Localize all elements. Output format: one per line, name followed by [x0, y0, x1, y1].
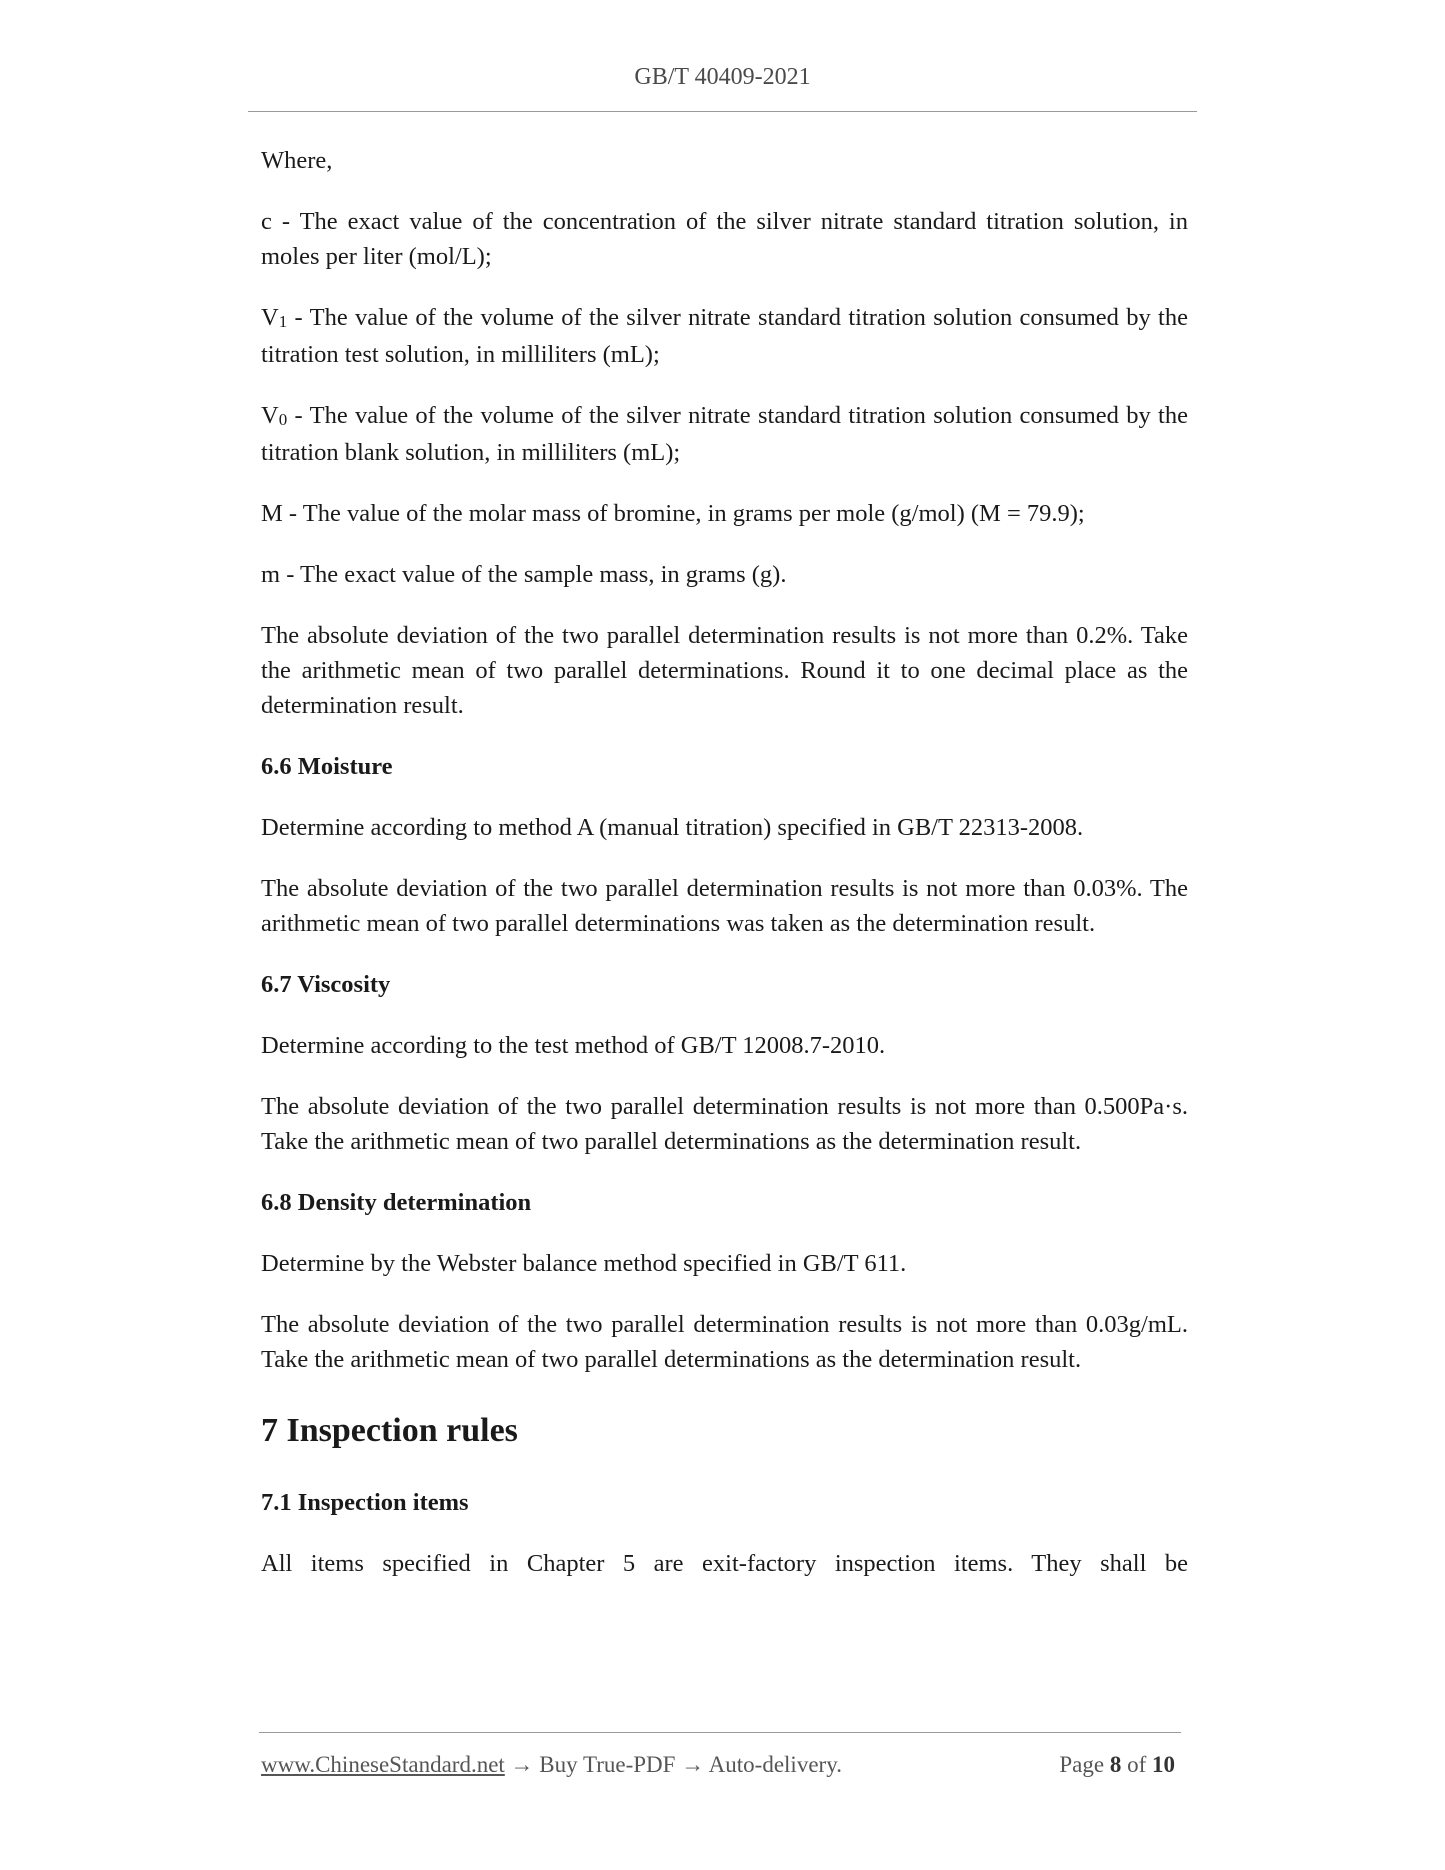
running-header: GB/T 40409-2021: [634, 64, 811, 90]
definition-subscript: 0: [278, 410, 288, 429]
definition-symbol: V: [261, 304, 279, 331]
section-6-8-method: Determine by the Webster balance method specified in GB/T 611.: [261, 1250, 907, 1277]
section-7-1-text: All items specified in Chapter 5 are exit-factory inspection items. They shall be: [261, 1550, 1188, 1577]
header-divider: [248, 111, 1197, 112]
definition-text: - The exact value of the sample mass, in grams (g).: [280, 561, 787, 588]
arrow-right-icon: →: [681, 1752, 705, 1777]
footer-divider: [259, 1732, 1181, 1733]
section-6-6-heading: 6.6 Moisture: [261, 753, 393, 780]
definition-subscript: 1: [278, 312, 288, 331]
page-label: Page: [1059, 1752, 1105, 1777]
section-6-7-method: Determine according to the test method of GB/T 12008.7-2010.: [261, 1032, 886, 1059]
page-content: [261, 143, 1188, 1607]
chapter-7-heading: 7 Inspection rules: [261, 1412, 518, 1449]
definition-symbol: V: [261, 402, 279, 429]
page-number: [1059, 1750, 1175, 1780]
footer-left: [261, 1750, 842, 1780]
definition-symbol: m: [261, 561, 281, 588]
site-link[interactable]: www.ChineseStandard.net: [261, 1752, 505, 1777]
section-6-7-deviation: The absolute deviation of the two parallel determination results is not more than 0.500Pa·s. Take the arithmetic mean of two parallel determinations as the determination result.: [261, 1093, 1188, 1155]
definition-text: - The value of the molar mass of bromine, in grams per mole (g/mol) (M = 79.9);: [282, 500, 1085, 527]
definition-m: [261, 557, 1188, 592]
definition-v0: [261, 398, 1188, 470]
definition-symbol: M: [261, 500, 283, 527]
buy-pdf-text: Buy True-PDF: [539, 1752, 676, 1777]
section-6-6-deviation: The absolute deviation of the two parallel determination results is not more than 0.03%. The arithmetic mean of two parallel determinations was taken as the determination result.: [261, 875, 1188, 937]
page-current: 8: [1109, 1752, 1122, 1777]
where-label: Where,: [261, 147, 333, 174]
page-total: 10: [1152, 1752, 1175, 1777]
of-label: of: [1127, 1752, 1147, 1777]
auto-delivery-text: Auto-delivery.: [708, 1752, 842, 1777]
definition-M: [261, 496, 1188, 531]
section-6-8-deviation: The absolute deviation of the two parallel determination results is not more than 0.03g/mL. Take the arithmetic mean of two parallel determinations as the determination result.: [261, 1311, 1188, 1373]
definition-c: [261, 204, 1188, 274]
section-7-1-heading: 7.1 Inspection items: [261, 1489, 469, 1516]
deviation-paragraph: The absolute deviation of the two parallel determination results is not more than 0.2%. Take the arithmetic mean of two parallel determinations. Round it to one decimal place as the determination result.: [261, 622, 1188, 719]
section-6-8-heading: 6.8 Density determination: [261, 1189, 532, 1216]
definition-text: - The exact value of the concentration of the silver nitrate standard titration solution, in moles per liter (mol/L);: [261, 208, 1188, 270]
definition-text: - The value of the volume of the silver nitrate standard titration solution consumed by the titration test solution, in milliliters (mL);: [261, 304, 1188, 368]
definition-v1: [261, 300, 1188, 372]
arrow-right-icon: →: [510, 1752, 534, 1777]
section-6-6-method: Determine according to method A (manual titration) specified in GB/T 22313-2008.: [261, 814, 1084, 841]
definition-symbol: c: [261, 208, 272, 235]
definition-text: - The value of the volume of the silver nitrate standard titration solution consumed by the titration blank solution, in milliliters (mL);: [261, 402, 1188, 466]
section-6-7-heading: 6.7 Viscosity: [261, 971, 391, 998]
